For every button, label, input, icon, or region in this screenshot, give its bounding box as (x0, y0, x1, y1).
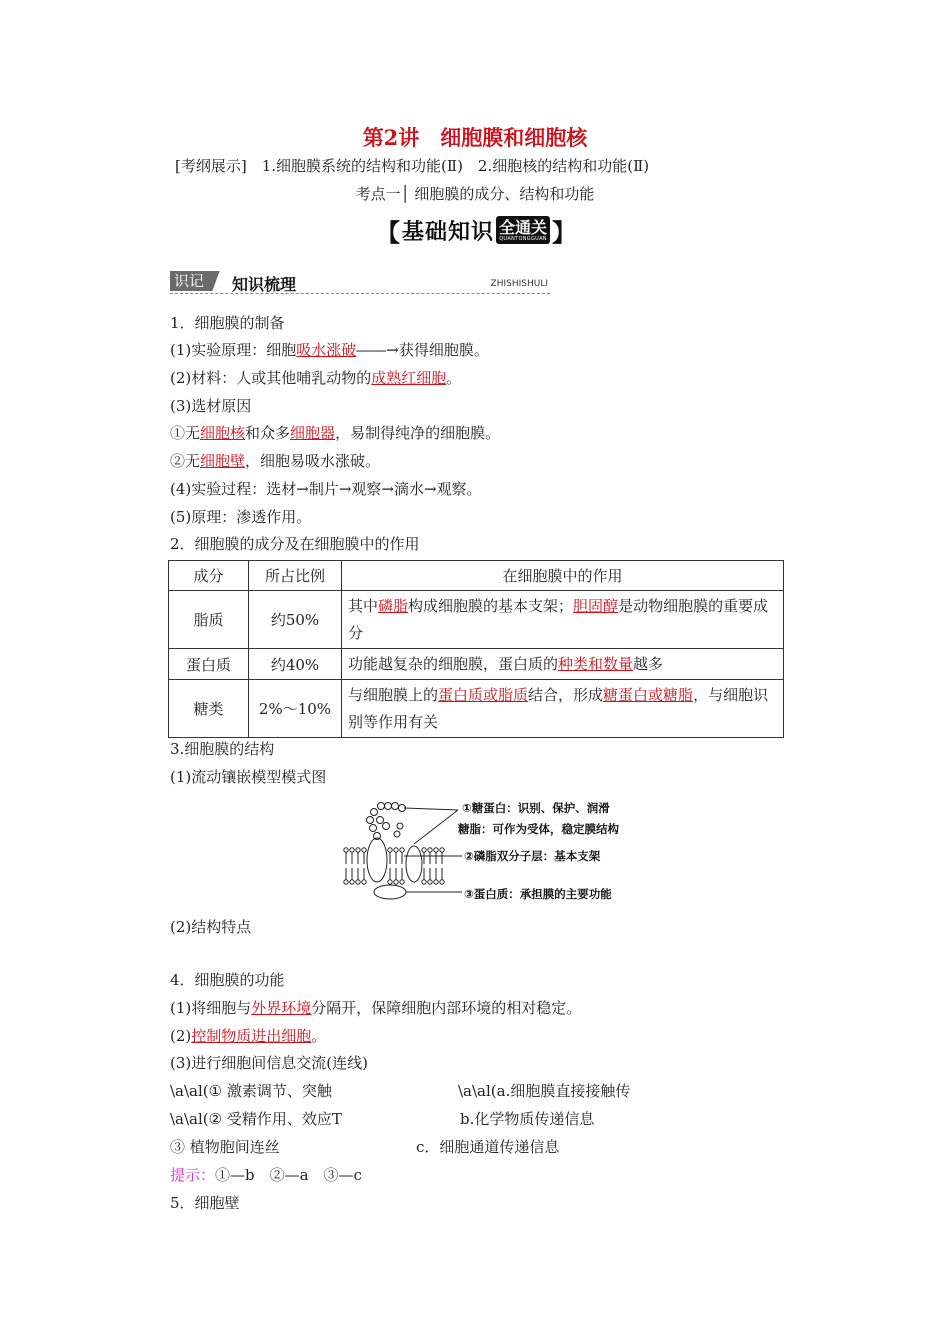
table-cell: 脂质 (169, 591, 249, 649)
diagram-label-glycolipid: 糖脂：可作为受体，稳定膜结构 (458, 822, 619, 836)
table-cell: 约50% (249, 591, 342, 649)
s4-line3: (3)进行细胞间信息交流(连线) (170, 1054, 368, 1072)
s1-material (170, 367, 461, 388)
banner-open-bracket: 【 (376, 218, 400, 247)
text: ，与细胞识别等作用有关 (348, 685, 769, 731)
table-cell (342, 649, 784, 680)
section-pinyin: ZHISHISHULI (490, 279, 548, 289)
peripheral-protein (374, 885, 406, 899)
match-left-3: ③ 植物胞间连丝 (170, 1138, 280, 1156)
s1-reason-1 (170, 422, 500, 443)
text: ，易制得纯净的细胞膜。 (335, 424, 501, 442)
table-cell: 蛋白质 (169, 649, 249, 680)
answer: 磷脂 (378, 596, 409, 615)
table-cell (342, 680, 784, 738)
s2-heading: 2．细胞膜的成分及在细胞膜中的作用 (170, 535, 420, 553)
s1-reason-2 (170, 450, 380, 471)
table-row (169, 591, 784, 649)
banner-chip-main: 全通关 (499, 217, 548, 237)
text: 功能越复杂的细胞膜，蛋白质的 (348, 654, 559, 673)
diagram-label-bilayer: ②磷脂双分子层：基本支架 (464, 849, 601, 863)
text: (1)实验原理：细胞 (170, 341, 297, 359)
s1-principle-2: (5)原理：渗透作用。 (170, 508, 312, 526)
s1-process: (4)实验过程：选材→制片→观察→滴水→观察。 (170, 480, 482, 498)
text: 。 (311, 1027, 327, 1045)
basic-knowledge-banner (376, 215, 576, 245)
s4-heading: 4．细胞膜的功能 (170, 971, 285, 989)
table-header-row (169, 561, 784, 591)
answer: 控制物质进出细胞 (191, 1027, 312, 1045)
hint-label: 提示： (170, 1166, 216, 1184)
hint-line (170, 1164, 362, 1185)
table-cell: 2%～10% (249, 680, 342, 738)
text: ①无 (170, 424, 201, 442)
text: 和众多 (245, 424, 291, 442)
table-cell: 约40% (249, 649, 342, 680)
match-left-2: \a\al(② 受精作用、效应T (170, 1110, 342, 1128)
diagram-label-protein: ③蛋白质：承担膜的主要功能 (464, 887, 612, 901)
s4-line2 (170, 1025, 326, 1046)
s5-heading: 5．细胞壁 (170, 1194, 240, 1212)
match-right-2: b.化学物质传递信息 (460, 1110, 595, 1128)
sugar-chains (367, 803, 406, 840)
s1-reason: (3)选材原因 (170, 397, 252, 415)
text: (1)将细胞与 (170, 999, 252, 1017)
text: 其中 (348, 596, 379, 615)
answer: 细胞器 (290, 424, 336, 442)
answer: 外界环境 (251, 999, 312, 1017)
fluid-mosaic-diagram (340, 800, 650, 905)
text: 。 (446, 369, 462, 387)
text: 结合，形成 (528, 685, 604, 704)
text: 越多 (633, 654, 664, 673)
phospholipid-bottom-row (344, 868, 444, 884)
s3-sub1: (1)流动镶嵌模型模式图 (170, 768, 327, 786)
answer: 成熟红细胞 (371, 369, 447, 387)
text: ②无 (170, 452, 201, 470)
text: (2)材料：人或其他哺乳动物的 (170, 369, 372, 387)
transmembrane-protein (367, 838, 387, 882)
banner-chip-sub: QUANTONGGUAN (499, 235, 547, 242)
match-left-1: \a\al(① 激素调节、突触 (170, 1082, 332, 1100)
answer: 胆固醇 (573, 596, 619, 615)
topic-heading: 考点一│ 细胞膜的成分、结构和功能 (355, 185, 595, 203)
s4-line1 (170, 997, 581, 1018)
banner-close-bracket: 】 (552, 218, 577, 247)
match-right-1: \a\al(a.细胞膜直接接触传 (458, 1082, 631, 1100)
s3-heading: 3.细胞膜的结构 (170, 740, 275, 758)
answer: 种类和数量 (558, 654, 634, 673)
table-row (169, 649, 784, 680)
membrane-illustration (340, 800, 470, 905)
text: 是动物细胞膜的重要成分 (348, 596, 769, 642)
s3-sub2: (2)结构特点 (170, 918, 252, 936)
section-tag: 识记 (170, 271, 220, 291)
section-header (170, 270, 550, 296)
page-title: 第2讲 细胞膜和细胞核 (362, 125, 588, 150)
section-label: 知识梳理 (232, 275, 297, 294)
table-header: 成分 (169, 561, 249, 591)
table-header: 所占比例 (249, 561, 342, 591)
answer: 吸水涨破 (296, 341, 357, 359)
text: (2) (170, 1027, 192, 1045)
table-cell: 糖类 (169, 680, 249, 738)
s1-heading: 1．细胞膜的制备 (170, 314, 285, 332)
transmembrane-protein-2 (406, 846, 422, 882)
answer: 细胞壁 (200, 452, 246, 470)
text: ――→获得细胞膜。 (356, 341, 489, 359)
s1-principle (170, 339, 489, 360)
match-right-3: c．细胞通道传递信息 (416, 1138, 560, 1156)
section-divider (170, 293, 550, 294)
answer: 糖蛋白或糖脂 (603, 685, 694, 704)
text: 与细胞膜上的 (348, 685, 439, 704)
answer: 蛋白质或脂质 (438, 685, 529, 704)
composition-table (168, 560, 784, 738)
diagram-label-glycoprotein: ①糖蛋白：识别、保护、润滑 (462, 801, 610, 815)
text: ，细胞易吸水涨破。 (245, 452, 381, 470)
banner-text: 基础知识 (402, 219, 495, 245)
text: 构成细胞膜的基本支架； (408, 596, 574, 615)
banner-chip (496, 216, 550, 244)
answer: 细胞核 (200, 424, 246, 442)
table-row (169, 680, 784, 738)
table-cell (342, 591, 784, 649)
exam-outline: [考纲展示] 1.细胞膜系统的结构和功能(Ⅱ) 2.细胞核的结构和功能(Ⅱ) (175, 157, 650, 175)
table-header: 在细胞膜中的作用 (342, 561, 784, 591)
text: 分隔开，保障细胞内部环境的相对稳定。 (311, 999, 582, 1017)
hint-text: ①—b ②—a ③—c (215, 1166, 362, 1184)
